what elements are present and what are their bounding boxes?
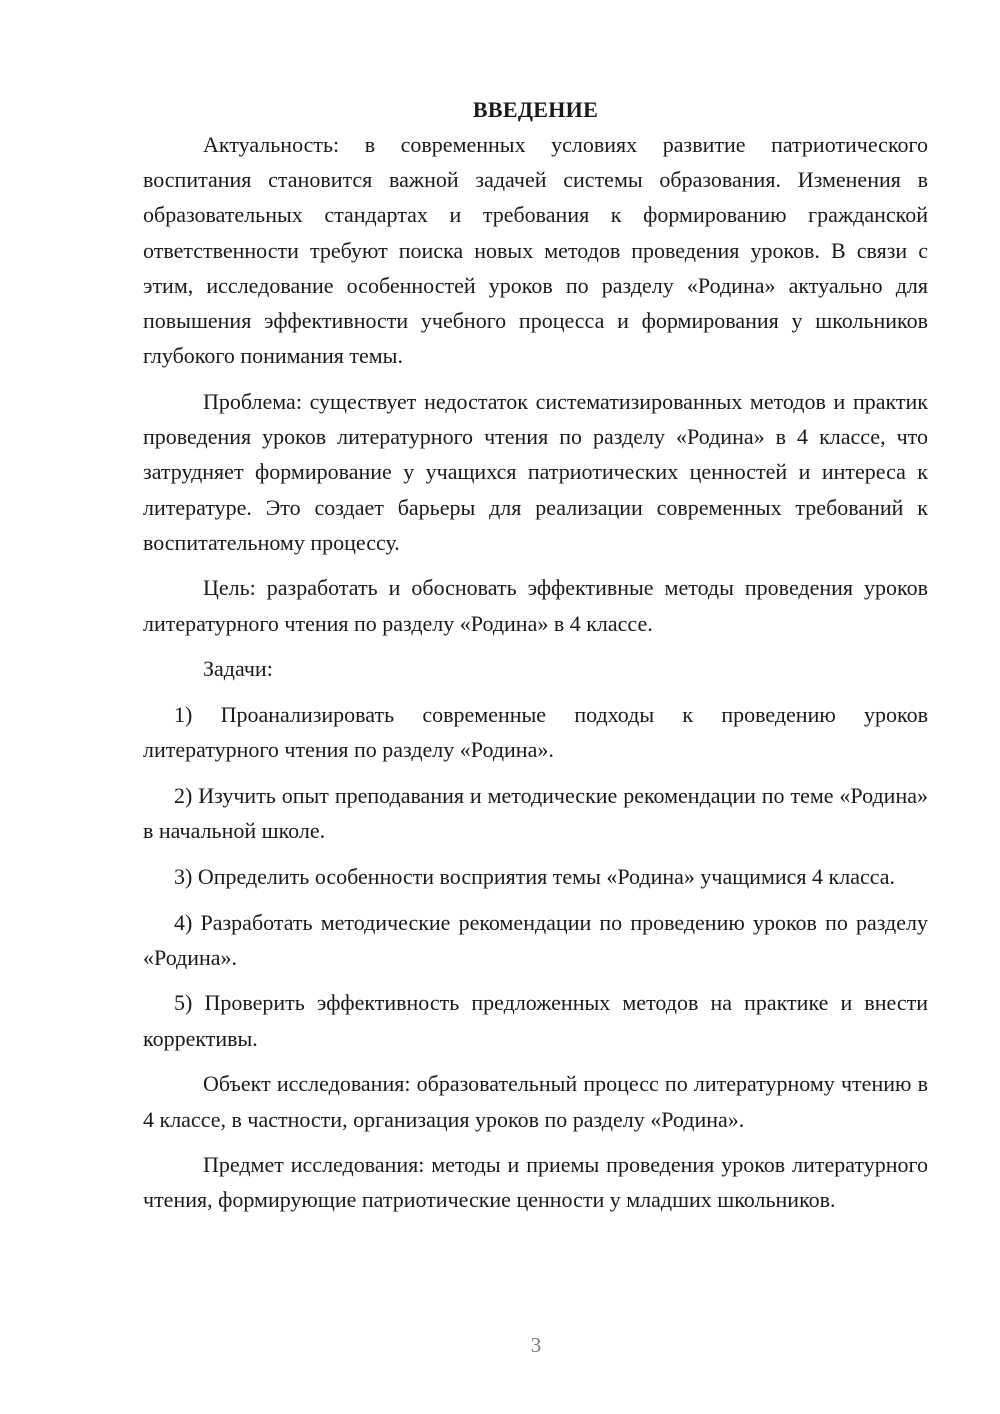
task-item-3: 3) Определить особенности восприятия темы «Родина» учащимися 4 класса. <box>174 863 896 889</box>
page-number: 3 <box>530 1333 542 1357</box>
task-item-5: 5) Проверить эффективность предложенных методов на практике и внести коррективы. <box>143 990 928 1051</box>
document-page <box>143 92 928 1218</box>
subject-paragraph: Предмет исследования: методы и приемы проведения уроков литературного чтения, формирующие патриотические ценности у младших школьников. <box>143 1152 928 1213</box>
page-title: ВВЕДЕНИЕ <box>472 97 599 122</box>
task-item-1: 1) Проанализировать современные подходы к проведению уроков литературного чтения по разделу «Родина». <box>143 702 928 763</box>
relevance-paragraph: Актуальность: в современных условиях развитие патриотического воспитания становится важной задачей системы образования. Изменения в образовательных стандартах и требования к формированию гражданской ответственности требуют поиска новых методов проведения уроков. В связи с этим, исследование особенностей уроков по разделу «Родина» актуально для повышения эффективности учебного процесса и формирования у школьников глубокого понимания темы. <box>143 132 928 369</box>
tasks-label: Задачи: <box>203 656 273 682</box>
object-paragraph: Объект исследования: образовательный процесс по литературному чтению в 4 классе, в частности, организация уроков по разделу «Родина». <box>143 1071 928 1132</box>
problem-paragraph: Проблема: существует недостаток систематизированных методов и практик проведения уроков литературного чтения по разделу «Родина» в 4 классе, что затрудняет формирование у учащихся патриотических ценностей и интереса к литературе. Это создает барьеры для реализации современных требований к воспитательному процессу. <box>143 388 928 555</box>
task-item-2: 2) Изучить опыт преподавания и методические рекомендации по теме «Родина» в начальной школе. <box>143 782 928 844</box>
task-item-4: 4) Разработать методические рекомендации по проведению уроков по разделу «Родина». <box>143 909 928 970</box>
goal-paragraph: Цель: разработать и обосновать эффективные методы проведения уроков литературного чтения по разделу «Родина» в 4 классе. <box>143 575 928 636</box>
